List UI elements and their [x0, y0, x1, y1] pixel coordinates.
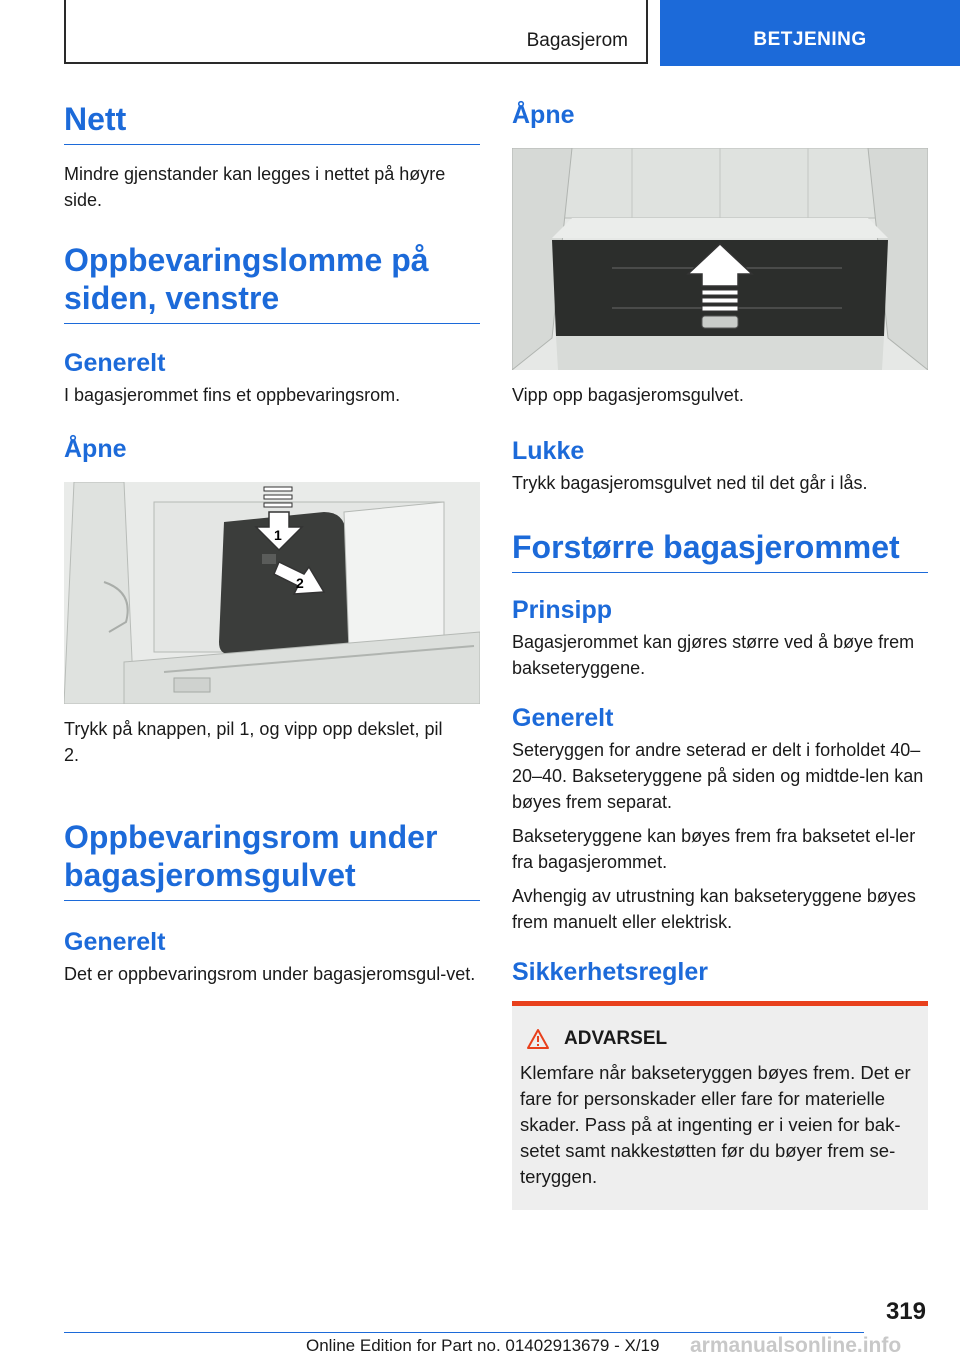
heading-generelt-3: Generelt: [512, 704, 614, 732]
warning-triangle-icon: [526, 1028, 550, 1050]
section-title: Bagasjerom: [526, 30, 628, 51]
warning-text: Klemfare når bakseteryggen bøyes frem. Det er fare for personskader eller fare for materielle skader. Pass på at ingenting er i veien for bak-setet samt nakkestøtten før du bøyer frem se-teryggen.: [520, 1062, 911, 1187]
paragraph-apne-2: Vipp opp bagasjeromsgulvet.: [512, 385, 744, 405]
paragraph-apne-1: Trykk på knappen, pil 1, og vipp opp dekslet, pil 2.: [64, 719, 443, 765]
header-frame: [64, 0, 648, 64]
paragraph-nett: Mindre gjenstander kan legges i nettet på høyre side.: [64, 164, 446, 210]
side-compartment-illustration: [64, 482, 480, 704]
paragraph-generelt-3a: Seteryggen for andre seterad er delt i forholdet 40–20–40. Bakseteryggene på siden og midtde-len kan bøyes frem separat.: [512, 740, 924, 812]
heading-nett: Nett: [64, 100, 480, 145]
trunk-floor-drawing: [512, 148, 928, 370]
footer-rule: [64, 1332, 864, 1333]
side-compartment-drawing: [64, 482, 480, 704]
heading-oppbevaringslomme: Oppbevaringslomme på siden, venstre: [64, 241, 480, 324]
paragraph-generelt-3b: Bakseteryggene kan bøyes frem fra baksetet el-ler fra bagasjerommet.: [512, 826, 916, 872]
heading-generelt-1: Generelt: [64, 349, 166, 377]
paragraph-generelt-2: Det er oppbevaringsrom under bagasjeromsgul-vet.: [64, 964, 476, 984]
heading-sikkerhetsregler: Sikkerhetsregler: [512, 958, 708, 986]
left-column: [64, 100, 480, 995]
edition-label: Online Edition for Part no. 01402913679 - X/19: [306, 1336, 660, 1355]
heading-oppbevaringsrom: Oppbevaringsrom under bagasjeromsgulvet: [64, 818, 480, 901]
paragraph-generelt-3c: Avhengig av utrustning kan bakseteryggene bøyes frem manuelt eller elektrisk.: [512, 886, 916, 932]
right-column: [512, 100, 928, 1210]
heading-apne-1: Åpne: [64, 435, 127, 463]
paragraph-lukke: Trykk bagasjeromsgulvet ned til det går i lås.: [512, 473, 868, 493]
paragraph-generelt-1: I bagasjerommet fins et oppbevaringsrom.: [64, 385, 401, 405]
heading-prinsipp: Prinsipp: [512, 596, 613, 624]
page-number: 319: [885, 1298, 926, 1325]
arrow-2-label: 2: [296, 575, 304, 591]
warning-header: [520, 1028, 920, 1050]
heading-lukke: Lukke: [512, 437, 585, 465]
heading-apne-2: Åpne: [512, 101, 575, 129]
paragraph-prinsipp: Bagasjerommet kan gjøres større ved å bøye frem bakseteryggene.: [512, 632, 915, 678]
watermark: armanualsonline.info: [690, 1334, 902, 1357]
warning-box: [512, 1001, 928, 1210]
trunk-floor-illustration: [512, 148, 928, 370]
heading-generelt-2: Generelt: [64, 928, 166, 956]
heading-forstorre: Forstørre bagasjerommet: [512, 528, 928, 573]
chapter-tab[interactable]: BETJENING: [660, 0, 960, 66]
warning-title: ADVARSEL: [564, 1028, 668, 1049]
arrow-1-label: 1: [274, 527, 282, 543]
